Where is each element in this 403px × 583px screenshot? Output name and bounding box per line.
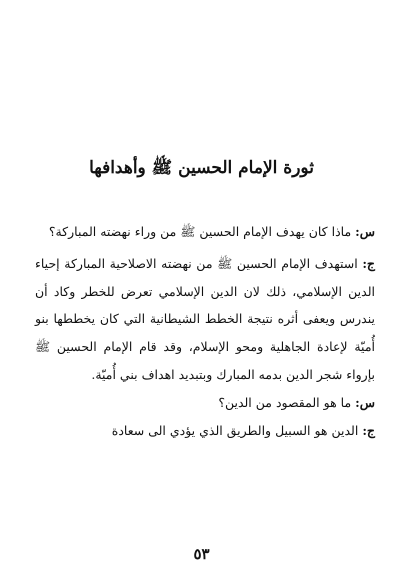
paragraph-text: ماذا كان يهدف الإمام الحسين ﷺ من وراء نهضته المباركة؟ [48,224,356,239]
answer-paragraph [35,250,375,389]
question-marker: س: [355,394,375,410]
answer-paragraph [35,417,375,445]
page-title: ثورة الإمام الحسين ﷺ وأهدافها [89,158,314,178]
question-marker: س: [355,224,375,239]
paragraph-text: استهدف الإمام الحسين ﷺ من نهضته الاصلاحية المباركة إحياء الدين الإسلامي، ذلك لان الدين الإسلامي تعرض للخطر وكاد أن يندرس ويعفى أثره نتيجة الخطط الشيطانية التي كان يخططها بنو أُميّة لإعادة الجاهلية ومحو الإسلام، وقد قام الإمام الحسين ﷺ بإرواء شجر الدين بدمه المبارك وبتبديد اهداف بني أُميّة. [35,255,375,382]
question-paragraph [35,389,375,417]
answer-marker: ج: [362,422,375,438]
paragraph-text: ما هو المقصود من الدين؟ [218,394,356,410]
answer-marker: ج: [362,255,375,271]
page-number: ٥٣ [193,545,210,563]
question-paragraph [35,218,375,246]
body-text [35,218,375,444]
paragraph-text: الدين هو السبيل والطريق الذي يؤدي الى سعادة [111,422,363,438]
